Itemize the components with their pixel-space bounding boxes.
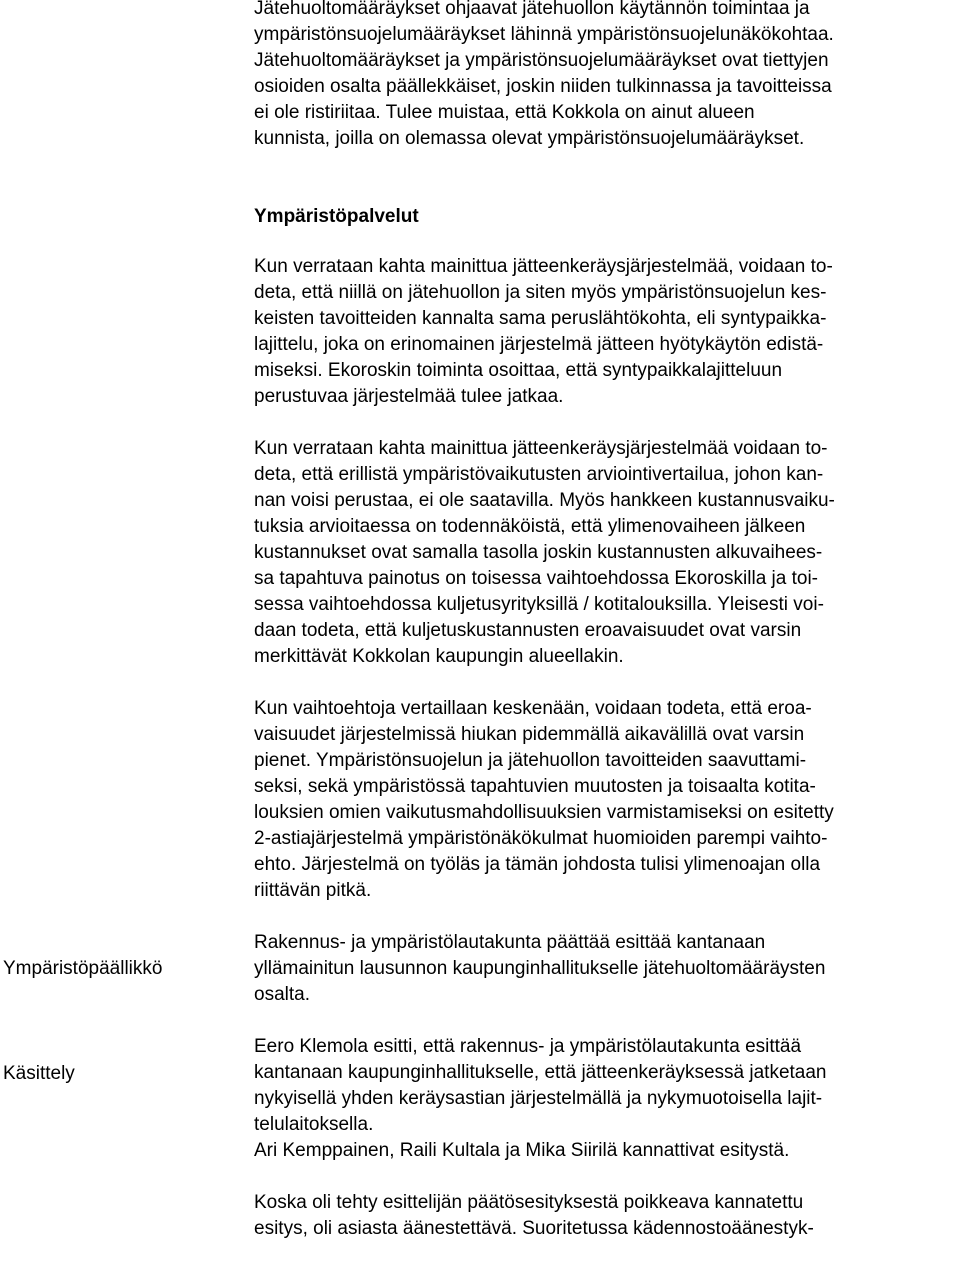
main-content [254,0,954,1242]
text-line: ehto. Järjestelmä on työläs ja tämän johdosta tulisi ylimenoajan olla [254,854,821,875]
text-line: Jätehuoltomääräykset ohjaavat jätehuollon käytännön toimintaa ja [254,0,810,19]
text-line: osioiden osalta päällekkäiset, joskin niiden tulkinnassa ja tavoitteissa [254,76,832,97]
paragraph-2 [254,436,954,670]
text-line: lajittelu, joka on erinomainen järjestelmä jätteen hyötykäytön edistä- [254,334,824,355]
paragraph-6 [254,1190,954,1242]
text-line: Ari Kemppainen, Raili Kultala ja Mika Siirilä kannattivat esitystä. [254,1140,790,1161]
text-line: tuksia arvioitaessa on todennäköistä, että ylimenovaiheen jälkeen [254,516,806,537]
text-line: 2-astiajärjestelmä ympäristönäkökulmat huomioiden parempi vaihto- [254,828,828,849]
text-line: ympäristönsuojelumääräykset lähinnä ympäristönsuojelunäkökohtaa. [254,24,834,45]
text-line: kustannukset ovat samalla tasolla joskin kustannusten alkuvaihees- [254,542,823,563]
text-line: Eero Klemola esitti, että rakennus- ja ympäristölautakunta esittää [254,1036,802,1057]
paragraph-1 [254,254,954,410]
paragraph-5 [254,1034,954,1138]
text-line: deta, että erillistä ympäristövaikutusten arviointivertailua, johon kan- [254,464,824,485]
paragraph-5b [254,1138,954,1164]
text-line: kunnista, joilla on olemassa olevat ympäristönsuojelumääräykset. [254,128,805,149]
text-line: osalta. [254,984,310,1005]
text-line: sa tapahtuva painotus on toisessa vaihtoehdossa Ekoroskilla ja toi- [254,568,819,589]
text-line: yllämainitun lausunnon kaupunginhallitukselle jätehuoltomääräysten [254,958,826,979]
text-line: Kun verrataan kahta mainittua jätteenkeräysjärjestelmää, voidaan to- [254,256,833,277]
text-line: miseksi. Ekoroskin toiminta osoittaa, että syntypaikkalajitteluun [254,360,783,381]
text-line: deta, että niillä on jätehuollon ja siten myös ympäristönsuojelun kes- [254,282,827,303]
text-line: kantanaan kaupunginhallitukselle, että jätteenkeräyksessä jatketaan [254,1062,827,1083]
text-line: seksi, sekä ympäristössä tapahtuvien muutosten ja toisaalta kotita- [254,776,816,797]
text-line: ei ole ristiriitaa. Tulee muistaa, että Kokkola on ainut alueen [254,102,755,123]
text-line: daan todeta, että kuljetuskustannusten eroavaisuudet ovat varsin [254,620,802,641]
text-line: sessa vaihtoehdossa kuljetusyrityksillä / kotitalouksilla. Yleisesti voi- [254,594,824,615]
section-heading: Ympäristöpalvelut [254,206,419,227]
paragraph-3 [254,696,954,904]
text-line: esitys, oli asiasta äänestettävä. Suoritetussa kädennostoäänestyk- [254,1218,814,1239]
text-line: pienet. Ympäristönsuojelun ja jätehuollon tavoitteiden saavuttami- [254,750,807,771]
text-line: Rakennus- ja ympäristölautakunta päättää esittää kantanaan [254,932,766,953]
text-line: louksien omien vaikutusmahdollisuuksien varmistamiseksi on esitetty [254,802,834,823]
paragraph-4 [254,930,954,1008]
label-ymparistopaallikko: Ympäristöpäällikkö [3,958,163,979]
text-line: Kun vaihtoehtoja vertaillaan keskenään, voidaan todeta, että eroa- [254,698,812,719]
text-line: Jätehuoltomääräykset ja ympäristönsuojelumääräykset ovat tiettyjen [254,50,829,71]
text-line: telulaitoksella. [254,1114,374,1135]
text-line: merkittävät Kokkolan kaupungin alueellakin. [254,646,624,667]
text-line: nan voisi perustaa, ei ole saatavilla. Myös hankkeen kustannusvaiku- [254,490,835,511]
text-line: riittävän pitkä. [254,880,372,901]
intro-paragraph [254,0,954,152]
text-line: keisten tavoitteiden kannalta sama peruslähtökohta, eli syntypaikka- [254,308,827,329]
label-kasittely: Käsittely [3,1063,75,1084]
text-line: Kun verrataan kahta mainittua jätteenkeräysjärjestelmää voidaan to- [254,438,828,459]
text-line: perustuvaa järjestelmää tulee jatkaa. [254,386,564,407]
text-line: vaisuudet järjestelmissä hiukan pidemmällä aikavälillä ovat varsin [254,724,805,745]
text-line: nykyisellä yhden keräysastian järjestelmällä ja nykymuotoisella lajit- [254,1088,823,1109]
text-line: Koska oli tehty esittelijän päätösesityksestä poikkeava kannatettu [254,1192,804,1213]
